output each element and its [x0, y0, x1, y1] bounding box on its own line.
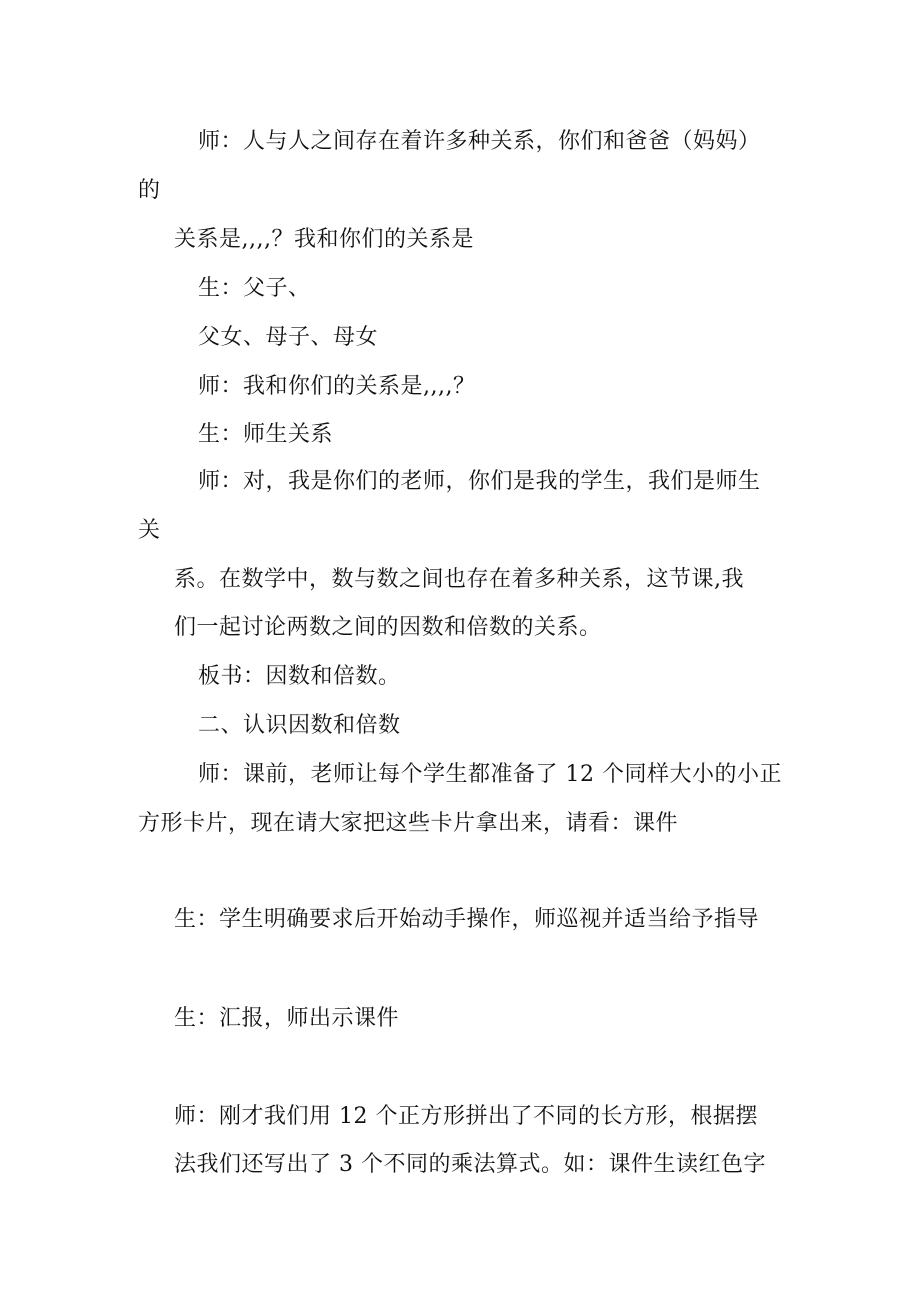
text-line-17: 生：汇报，师出示课件 [174, 1006, 400, 1031]
text-line-18: 师：刚才我们用 12 个正方形拼出了不同的长方形，根据摆 [174, 1104, 758, 1129]
text-line-16: 生：学生明确要求后开始动手操作，师巡视并适当给予指导 [174, 907, 760, 932]
text-line-5: 父女、母子、母女 [198, 325, 379, 350]
text-line-15: 方形卡片，现在请大家把这些卡片拿出来，请看：课件 [138, 811, 679, 836]
text-line-6: 师：我和你们的关系是,,,,？ [198, 374, 476, 399]
text-line-1: 师：人与人之间存在着许多种关系，你们和爸爸（妈妈） [198, 129, 761, 154]
text-line-9: 关 [138, 518, 161, 543]
text-line-2: 的 [138, 178, 161, 203]
text-line-8: 师：对，我是你们的老师，你们是我的学生，我们是师生 [198, 469, 761, 494]
text-line-19: 法我们还写出了 3 个不同的乘法算式。如：课件生读红色字 [174, 1152, 766, 1177]
text-line-4: 生：父子、 [198, 276, 311, 301]
text-line-13: 二、认识因数和倍数 [198, 713, 401, 738]
text-line-14: 师：课前，老师让每个学生都准备了 12 个同样大小的小正 [198, 762, 782, 787]
text-line-7: 生：师生关系 [198, 422, 334, 447]
text-line-11: 们一起讨论两数之间的因数和倍数的关系。 [174, 615, 602, 640]
text-line-3: 关系是,,,,？我和你们的关系是 [174, 227, 474, 252]
text-line-10: 系。在数学中，数与数之间也存在着多种关系，这节课,我 [174, 567, 744, 592]
text-line-12: 板书：因数和倍数。 [198, 664, 401, 689]
